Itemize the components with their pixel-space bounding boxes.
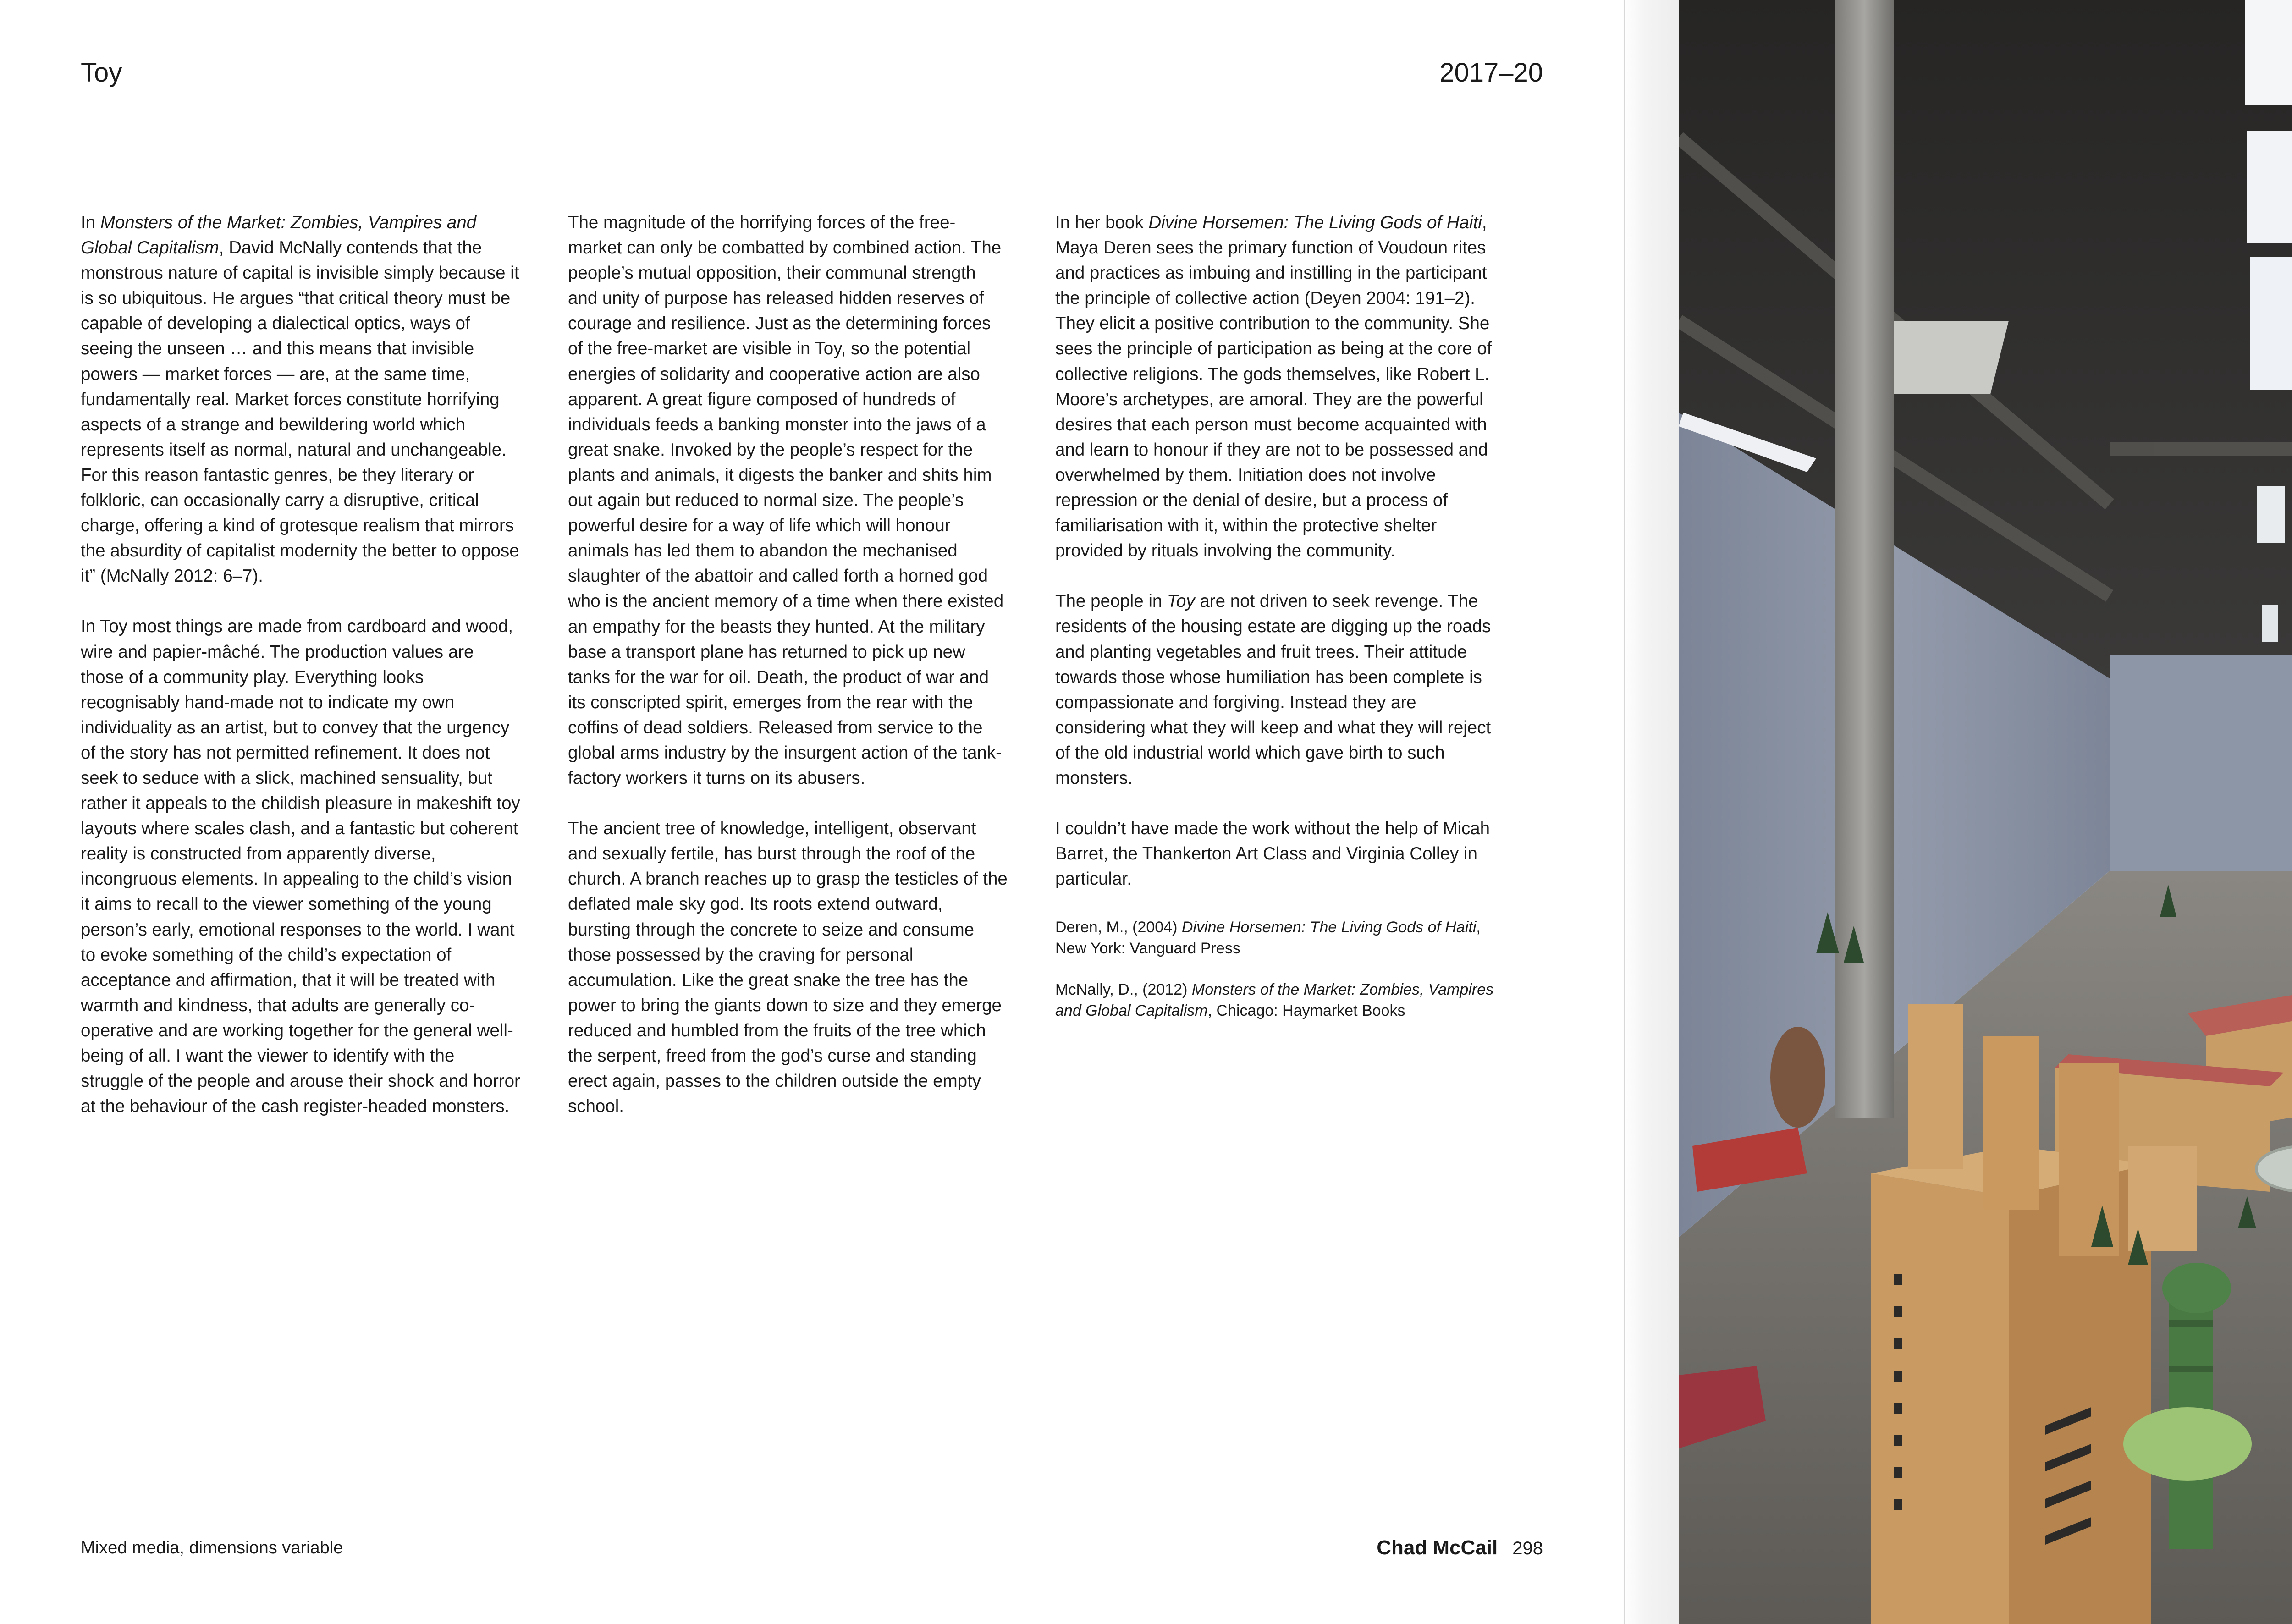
gallery-installation-photo-icon <box>1679 0 2292 1624</box>
italic-text: Toy <box>1167 591 1195 611</box>
paragraph: I couldn’t have made the work without the help of Micah Barret, the Thankerton Art Class and Virginia Colley in particular. <box>1055 819 1490 889</box>
italic-text: Divine Horsemen: The Living Gods of Haiti <box>1148 213 1482 232</box>
reference <box>1055 979 1495 1021</box>
paragraph: In Toy most things are made from cardboard and wood, wire and papier-mâché. The production values are those of a community play. Everything looks recognisably hand-made not to indicate my own individuality as an artist, but to convey that the urgency of the story has not permitted refinement. It does not seek to seduce with a slick, machined sensuality, but rather it appeals to the childish pleasure in makeshift toy layouts where scales clash, and a fantastic but coherent reality is constructed from apparently diverse, incongruous elements. In appealing to the child’s vision it aims to recall to the viewer something of the young person’s early, emotional responses to the world. I want to evoke something of the child’s expectation of acceptance and affirmation, that it will be treated with warmth and kindness, that adults are generally co-operative and are working together for the general well-being of all. I want the viewer to identify with the struggle of the people and arouse their shock and horror at the behaviour of the cash register-headed monsters. <box>81 617 520 1117</box>
page-number: 298 <box>1512 1538 1543 1558</box>
text-run: In her book <box>1055 213 1149 232</box>
installation-photo <box>1679 0 2292 1624</box>
text-run: , Maya Deren sees the primary function of Voudoun rites and practices as imbuing and instilling in the participant the principle of collective action (Deyen 2004: 191–2). They elicit a positive contribution to the community. She sees the principle of participation as being at the core of collective religions. The gods themselves, like Robert L. Moore’s archetypes, are amoral. They are the powerful desires that each person must become acquainted with and learn to honour if they are not to be possessed and overwhelmed by them. Initiation does not involve repression or the denial of desire, but a process of familiarisation with it, within the protective shelter provided by rituals involving the community. <box>1055 213 1492 561</box>
folio <box>1377 1536 1543 1559</box>
text-column-2 <box>568 210 1008 1144</box>
text-column-3 <box>1055 210 1495 1041</box>
year-range: 2017–20 <box>1439 58 1543 88</box>
text-run: , David McNally contends that the monstrous nature of capital is invisible simply because it is so ubiquitous. He argues “that critical theory must be capable of developing a dialectical optics, ways of seeing the unseen … and this means that invisible powers — market forces — are, at the same time, fundamentally real. Market forces constitute horrifying aspects of a strange and bewildering world which represents itself as normal, natural and unchangeable. For this reason fantastic genres, be they literary or folkloric, can occasionally carry a disruptive, critical charge, offering a kind of grotesque realism that mirrors the absurdity of capitalist modernity the better to oppose it” (McNally 2012: 6–7). <box>81 238 519 586</box>
text-run: McNally, D., (2012) <box>1055 981 1192 999</box>
page-title: Toy <box>81 58 122 88</box>
artist-name: Chad McCail <box>1377 1536 1498 1559</box>
paragraph <box>1055 210 1495 563</box>
text-run: are not driven to seek revenge. The residents of the housing estate are digging up the roads and planting vegetables and fruit trees. Their attitude towards those whose humiliation has been complete is compassionate and forgiving. Instead they are considering what they will keep and what they will reject of the old industrial world which gave birth to such monsters. <box>1055 591 1491 788</box>
text-run: Deren, M., (2004) <box>1055 919 1182 936</box>
medium-caption: Mixed media, dimensions variable <box>81 1538 343 1558</box>
text-column-1 <box>81 210 521 1144</box>
reference <box>1055 917 1495 959</box>
paragraph <box>1055 589 1495 791</box>
text-run: The people in <box>1055 591 1168 611</box>
paragraph <box>81 210 521 589</box>
italic-text: Divine Horsemen: The Living Gods of Haiti <box>1181 919 1477 936</box>
text-run: , Chicago: Haymarket Books <box>1207 1002 1405 1020</box>
paragraph: The magnitude of the horrifying forces of the free-market can only be combatted by combined action. The people’s mutual opposition, their communal strength and unity of purpose has released hidden reserves of courage and resilience. Just as the determining forces of the free-market are visible in Toy, so the potential energies of solidarity and cooperative action are also apparent. A great figure composed of hundreds of individuals feeds a banking monster into the jaws of a great snake. Invoked by the people’s respect for the plants and animals, it digests the banker and shits him out again but reduced to normal size. The people’s powerful desire for a way of life which will honour animals has led them to abandon the mechanised slaughter of the abattoir and called forth a horned god who is the ancient memory of a time when there existed an empathy for the beasts they hunted. At the military base a transport plane has returned to pick up new tanks for the war for oil. Death, the product of war and its conscripted spirit, emerges from the rear with the coffins of dead soldiers. Released from service to the global arms industry by the insurgent action of the tank-factory workers it turns on its abusers. <box>568 213 1004 788</box>
spine-divider <box>1624 0 1625 1624</box>
text-run: , New York: Vanguard Press <box>1055 919 1481 958</box>
book-gutter <box>1623 0 1679 1624</box>
paragraph: The ancient tree of knowledge, intelligent, observant and sexually fertile, has burst through the roof of the church. A branch reaches up to grasp the testicles of the deflated male sky god. Its roots extend outward, bursting through the concrete to seize and consume those possessed by the craving for personal accumulation. Like the great snake the tree has the power to bring the giants down to size and they emerge reduced and humbled from the fruits of the tree which the serpent, freed from the god’s curse and standing erect again, passes to the children outside the empty school. <box>568 819 1008 1117</box>
text-run: In <box>81 213 100 232</box>
italic-text: Monsters of the Market: Zombies, Vampires and Global Capitalism <box>81 213 477 258</box>
italic-text: Monsters of the Market: Zombies, Vampires and Global Capitalism <box>1055 981 1494 1020</box>
